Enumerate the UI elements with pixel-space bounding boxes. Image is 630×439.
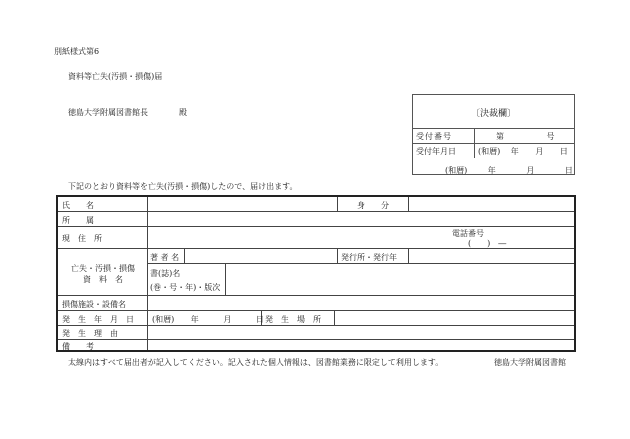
phone-label: 電話番号	[452, 229, 484, 238]
submission-year: 年	[487, 166, 496, 175]
receipt-date-label: 受付年月日	[413, 144, 475, 159]
reason-field[interactable]	[148, 326, 574, 339]
occurrence-date-value[interactable]	[152, 314, 264, 325]
book-title-label: 書(誌)名 (巻・号・年)・版次	[150, 269, 221, 292]
receipt-date-value[interactable]	[475, 144, 575, 159]
occurrence-day: 日	[255, 315, 264, 324]
receipt-date-year: 年	[510, 146, 519, 156]
receipt-date-era: (和暦)	[478, 146, 501, 156]
status-label: 身 分	[357, 201, 389, 210]
reason-label: 発 生 理 由	[62, 329, 118, 338]
receipt-number-label: 受付番号	[413, 129, 475, 144]
receipt-number-row	[413, 129, 574, 144]
report-form	[56, 195, 576, 352]
remarks-label: 備 考	[62, 342, 94, 351]
footer-note: 太線内はすべて届出者が記入してください。記入された個人情報は、図書館業務に限定して利用します。	[68, 358, 444, 367]
intro-text: 下記のとおり資料等を亡失(汚損・損傷)したので、届け出ます。	[68, 182, 298, 191]
occurrence-era: (和暦)	[152, 315, 175, 324]
address-field[interactable]	[148, 227, 574, 248]
form-number: 別紙様式第6	[54, 47, 100, 56]
form-title: 資料等亡失(汚損・損傷)届	[68, 72, 163, 81]
submission-date[interactable]	[445, 165, 573, 176]
receipt-date-row	[413, 144, 574, 159]
address-label: 現 住 所	[62, 234, 102, 243]
footer-issuer: 徳島大学附属図書館	[494, 358, 566, 367]
remarks-field[interactable]	[148, 340, 574, 350]
damaged-equipment-field[interactable]	[148, 296, 574, 310]
occurrence-place-label: 発 生 場 所	[265, 315, 321, 324]
occurrence-year: 年	[190, 315, 199, 324]
publisher-field[interactable]	[409, 249, 574, 263]
approval-box-title: 〔決裁欄〕	[470, 109, 516, 119]
submission-era: (和暦)	[445, 166, 468, 175]
publisher-label: 発行所・発行年	[341, 253, 397, 262]
approval-box	[412, 94, 575, 175]
approval-table	[413, 128, 574, 158]
author-field[interactable]	[185, 249, 336, 263]
damaged-equipment-label: 損傷施設・設備名	[62, 300, 126, 309]
occurrence-place-field[interactable]	[335, 311, 574, 325]
affiliation-field[interactable]	[148, 212, 574, 226]
lost-items-label: 亡失・汚損・損傷 資 料 名	[71, 264, 135, 284]
receipt-number-suffix: 号	[546, 131, 555, 141]
receipt-number-prefix: 第	[496, 131, 504, 141]
book-title-field[interactable]	[226, 264, 574, 295]
affiliation-label: 所 属	[62, 216, 94, 225]
submission-month: 月	[526, 166, 535, 175]
receipt-number-value[interactable]	[475, 129, 575, 144]
addressee: 徳島大学附属図書館長	[68, 108, 148, 117]
status-field[interactable]	[409, 197, 574, 211]
name-label: 氏 名	[62, 201, 94, 210]
submission-day: 日	[564, 166, 573, 175]
receipt-date-day: 日	[559, 146, 568, 156]
phone-format: ( ) ―	[468, 239, 507, 248]
occurrence-date-label: 発 生 年 月 日	[62, 315, 134, 324]
honorific: 殿	[179, 108, 187, 117]
name-field[interactable]	[148, 197, 336, 211]
occurrence-month: 月	[223, 315, 232, 324]
author-label: 著 者 名	[150, 253, 180, 262]
receipt-date-month: 月	[535, 146, 544, 156]
